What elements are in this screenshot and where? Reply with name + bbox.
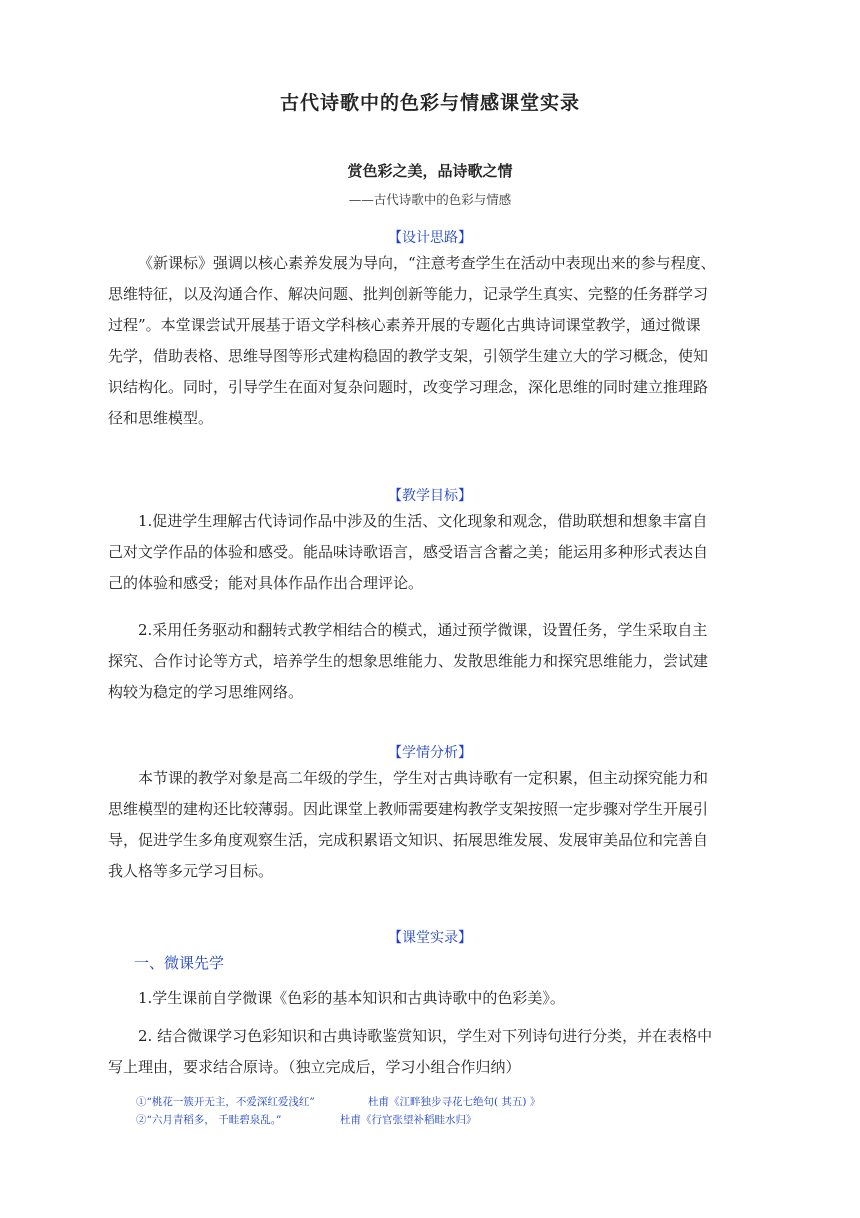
- text-line: 径和思维模型。: [108, 409, 214, 427]
- analysis-paragraph: [108, 763, 756, 887]
- text-line: 思维特征，以及沟通合作、解决问题、批判创新等能力，记录学生真实、完整的任务群学习: [108, 285, 709, 303]
- section-heading-record: 【课堂实录】: [388, 930, 472, 946]
- goals-paragraph-1: [108, 506, 756, 599]
- design-paragraph: [108, 248, 756, 434]
- poem-source-2: 杜甫《行官张望补稻畦水归》: [340, 1114, 477, 1126]
- text-line: 1.学生课前自学微课《色彩的基本知识和古典诗歌中的色彩美》。: [138, 989, 565, 1007]
- record-step-1: [108, 983, 756, 1014]
- poem-quote-2: ②“六月青稻多， 千畦碧泉乱。”: [136, 1114, 282, 1126]
- text-line: 探究、合作讨论等方式，培养学生的想象思维能力、发散思维能力和探究思维能力，尝试建: [108, 652, 709, 670]
- byline: ——古代诗歌中的色彩与情感: [348, 192, 512, 207]
- text-line: 1.促进学生理解古代诗词作品中涉及的生活、文化现象和观念，借助联想和想象丰富自: [138, 512, 708, 530]
- part-heading-micro-course: 一、微课先学: [134, 954, 225, 972]
- text-line: 我人格等多元学习目标。: [108, 862, 274, 880]
- text-line: 构较为稳定的学习思维网络。: [108, 683, 304, 701]
- text-line: 本节课的教学对象是高二年级的学生，学生对古典诗歌有一定积累，但主动探究能力和: [138, 769, 709, 787]
- text-line: 《新课标》强调以核心素养发展为导向，“注意考查学生在活动中表现出来的参与程度、: [138, 254, 716, 272]
- text-line: 先学，借助表格、思维导图等形式建构稳固的教学支架，引领学生建立大的学习概念，使知: [108, 347, 709, 365]
- text-line: 过程”。本堂课尝试开展基于语文学科核心素养开展的专题化古典诗词课堂教学，通过微课: [108, 316, 701, 334]
- text-line: 写上理由，要求结合原诗。（独立完成后，学习小组合作归纳）: [108, 1058, 521, 1076]
- text-line: 己的体验和感受；能对具体作品作出合理评论。: [108, 574, 424, 592]
- text-line: 2. 结合微课学习色彩知识和古典诗歌鉴赏知识，学生对下列诗句进行分类，并在表格中: [138, 1027, 713, 1045]
- section-heading-analysis: 【学情分析】: [388, 745, 472, 761]
- text-line: 识结构化。同时，引导学生在面对复杂问题时，改变学习理念，深化思维的同时建立推理路: [108, 378, 709, 396]
- poem-source-1: 杜甫《江畔独步寻花七绝句( 其五) 》: [368, 1096, 541, 1108]
- subtitle: 赏色彩之美，品诗歌之情: [347, 162, 513, 180]
- section-heading-goals: 【教学目标】: [388, 488, 472, 504]
- text-line: 2.采用任务驱动和翻转式教学相结合的模式，通过预学微课，设置任务，学生采取自主: [138, 621, 708, 639]
- goals-paragraph-2: [108, 615, 756, 708]
- section-heading-design: 【设计思路】: [388, 230, 472, 246]
- page-title: 古代诗歌中的色彩与情感课堂实录: [279, 92, 580, 114]
- record-step-2: [108, 1021, 756, 1083]
- text-line: 思维模型的建构还比较薄弱。因此课堂上教师需要建构教学支架按照一定步骤对学生开展引: [108, 800, 709, 818]
- poem-quote-1: ①“桃花一簇开无主，不爱深红爱浅红”: [136, 1096, 315, 1108]
- text-line: 导，促进学生多角度观察生活，完成积累语文知识、拓展思维发展、发展审美品位和完善自: [108, 831, 709, 849]
- text-line: 己对文学作品的体验和感受。能品味诗歌语言，感受语言含蓄之美；能运用多种形式表达自: [108, 543, 709, 561]
